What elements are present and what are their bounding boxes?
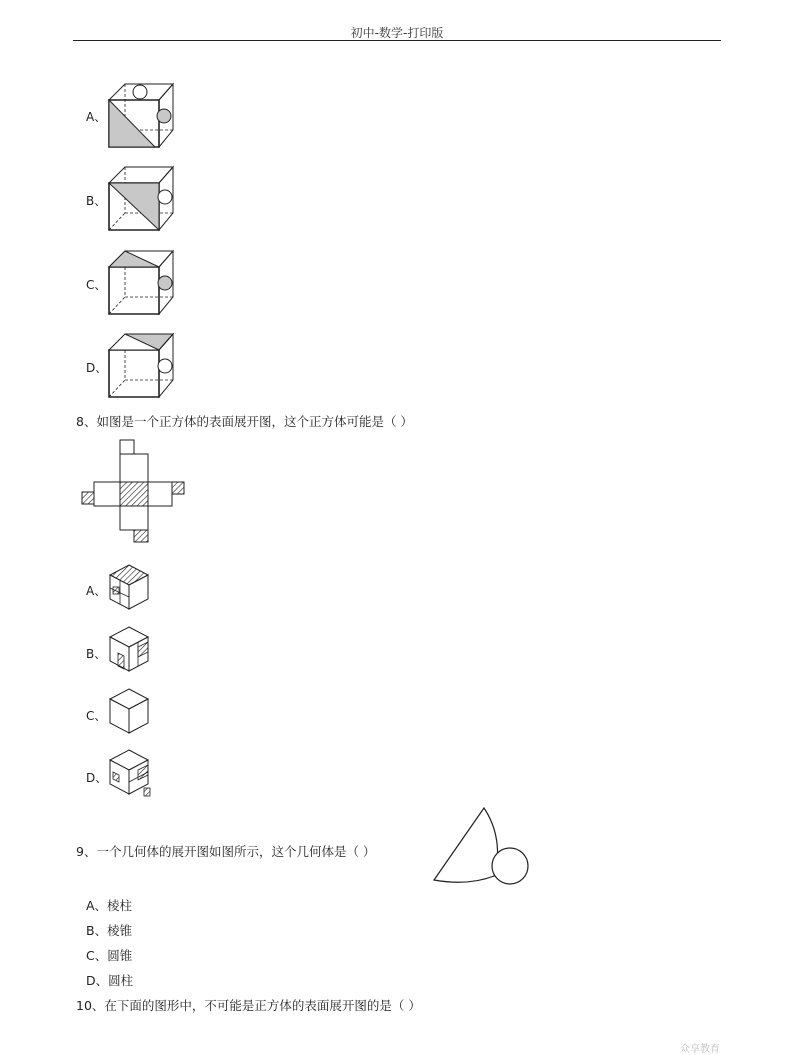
header-rule — [73, 40, 721, 41]
q7-option-a-cube — [105, 80, 177, 150]
q8-option-d-cube — [108, 748, 154, 800]
q7-option-c-label: C、 — [86, 278, 107, 292]
q8-option-a-label: A、 — [86, 584, 107, 598]
q8-option-a-cube — [108, 563, 154, 613]
watermark-text: 众享教育 — [680, 1044, 720, 1055]
q8-option-b-cube — [108, 625, 154, 675]
q8-cube-net — [80, 438, 190, 548]
q7-option-b-label: B、 — [86, 194, 107, 208]
q7-option-c-cube — [105, 247, 177, 317]
q9-choice-d: D、圆柱 — [86, 973, 134, 988]
q7-option-d-cube — [105, 330, 177, 400]
q9-question-text: 9、一个几何体的展开图如图所示，这个几何体是（ ） — [76, 844, 376, 859]
q9-choice-b: B、棱锥 — [86, 923, 133, 938]
q8-option-b-label: B、 — [86, 647, 107, 661]
q7-option-b-cube — [105, 163, 177, 233]
q9-choice-c: C、圆锥 — [86, 948, 133, 963]
q9-net-figure — [428, 804, 534, 890]
q8-question-text: 8、如图是一个正方体的表面展开图，这个正方体可能是（ ） — [76, 414, 413, 429]
q8-option-c-label: C、 — [86, 709, 107, 723]
q10-question-text: 10、在下面的图形中，不可能是正方体的表面展开图的是（ ） — [76, 998, 421, 1013]
q7-option-a-label: A、 — [86, 110, 107, 124]
page-header: 初中-数学-打印版 — [350, 26, 444, 40]
q7-option-d-label: D、 — [86, 361, 108, 375]
q8-option-d-label: D、 — [86, 771, 108, 785]
q8-option-c-cube — [108, 687, 154, 737]
q9-choice-a: A、棱柱 — [86, 898, 133, 913]
